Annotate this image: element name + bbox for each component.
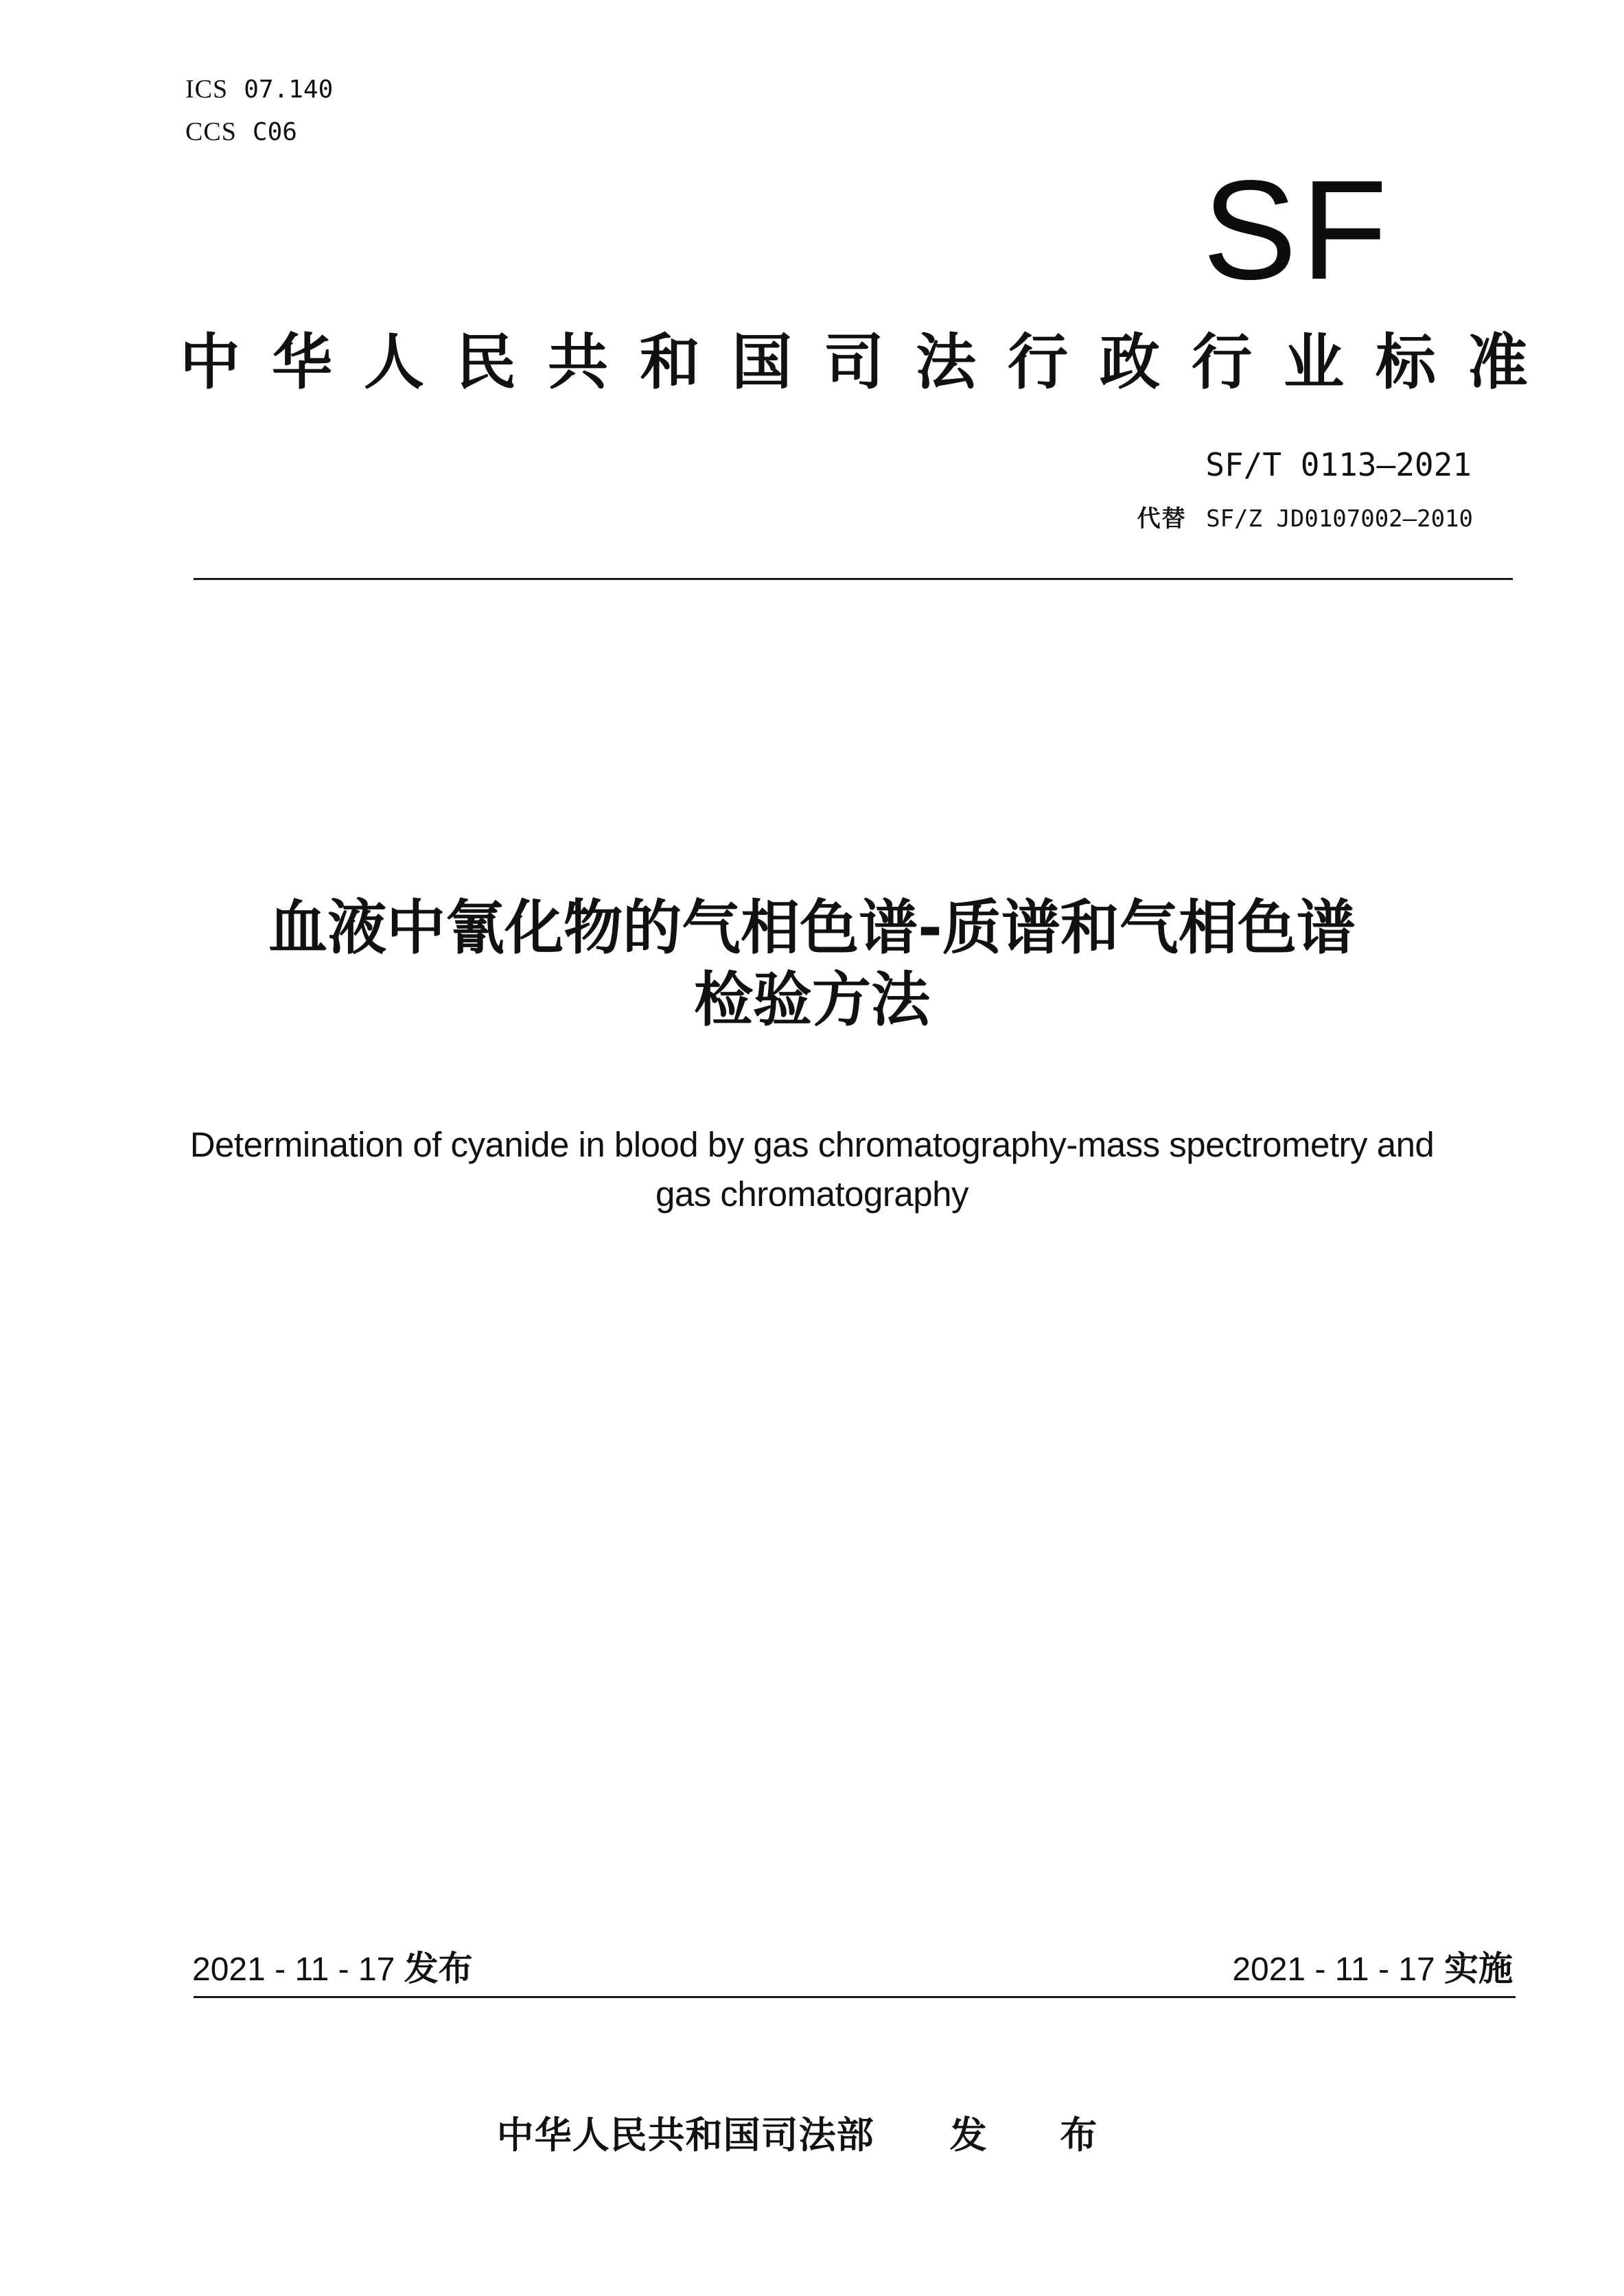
title-en-line-2: gas chromatography [656, 1174, 968, 1214]
ics-label: ICS [185, 75, 229, 104]
publish-word: 发 布 [949, 2113, 1128, 2157]
replaces-line [1137, 500, 1473, 533]
issue-label: 发布 [404, 1949, 473, 1988]
publisher-line [0, 2106, 1624, 2159]
header-rule [194, 578, 1513, 580]
implement-date-line [1232, 1941, 1513, 1991]
replaces-label: 代替 [1137, 505, 1187, 533]
issue-date-line [192, 1941, 473, 1991]
ccs-code: C06 [252, 118, 297, 146]
issuing-authority: 中华人民共和国司法部 [496, 2113, 874, 2157]
standard-category-title: 中华人民共和国司法行政行业标准 [180, 326, 1560, 397]
ccs-label: CCS [185, 117, 237, 146]
document-title-cn [0, 892, 1624, 1036]
document-title-en [0, 1120, 1624, 1220]
issue-date: 2021 - 11 - 17 [192, 1951, 395, 1988]
title-cn-line-1: 血液中氰化物的气相色谱-质谱和气相色谱 [268, 894, 1356, 962]
standard-code: SF/T 0113—2021 [1205, 446, 1472, 483]
replaces-code: SF/Z JD0107002—2010 [1206, 505, 1473, 533]
footer-rule [194, 1996, 1516, 1998]
sf-standard-mark: SF [1203, 151, 1392, 309]
implement-label: 实施 [1444, 1949, 1513, 1988]
ics-code: 07.140 [244, 76, 334, 104]
classification-codes [185, 74, 333, 159]
implement-date: 2021 - 11 - 17 [1232, 1951, 1435, 1988]
title-en-line-1: Determination of cyanide in blood by gas chromatography-mass spectrometry and [189, 1125, 1435, 1164]
title-cn-line-2: 检验方法 [694, 965, 930, 1034]
